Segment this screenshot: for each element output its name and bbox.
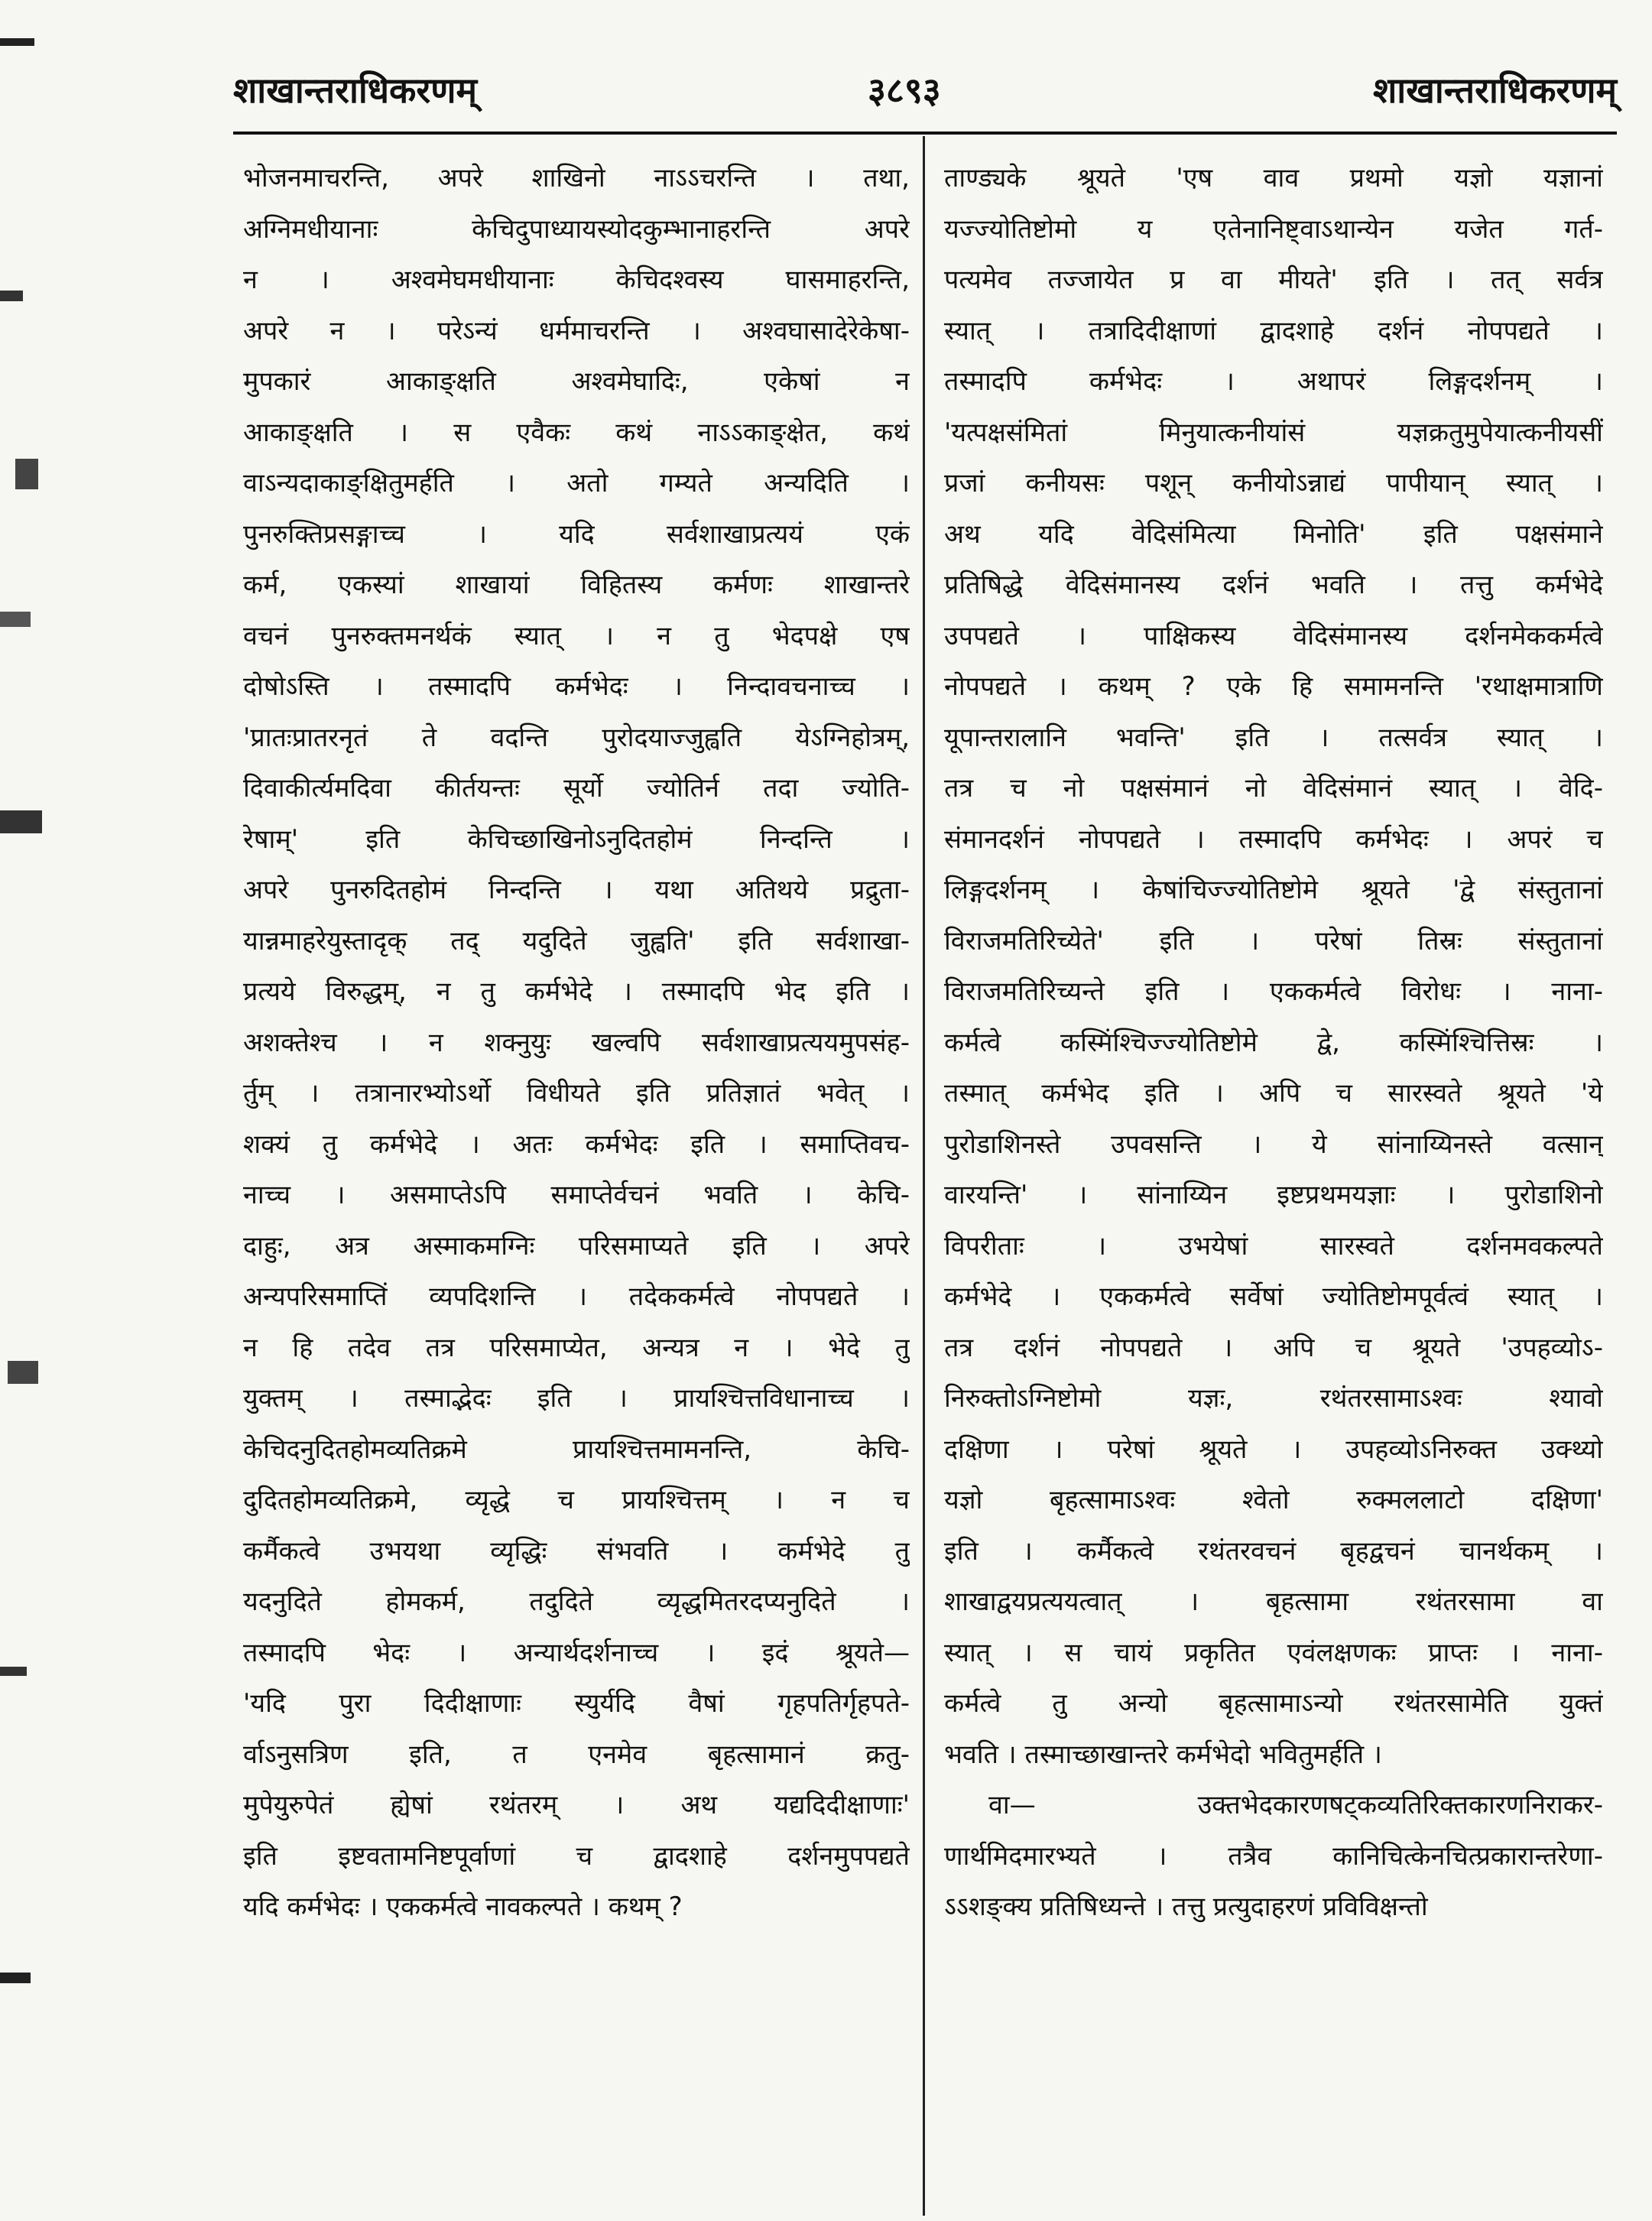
text-line: वाऽन्यदाकाङ्क्षितुमर्हति । अतो गम्यते अन्यदिति । [243, 468, 910, 498]
text-line: वचनं पुनरुक्तमनर्थकं स्यात् । न तु भेदपक्षे एष [243, 620, 910, 651]
text-line: इति । कर्मैकत्वे रथंतरवचनं बृहद्वचनं चानर्थकम् । [944, 1535, 1603, 1567]
text-line: न । अश्वमेघमधीयानाः केचिदश्वस्य घासमाहरन्ति, [243, 265, 910, 295]
text-line: पुरोडाशिनस्ते उपवसन्ति । ये सांनाय्यिनस्ते वत्सान् [944, 1128, 1603, 1160]
text-line: अन्यपरिसमाप्तिं व्यपदिशन्ति । तदेककर्मत्वे नोपपद्यते । [243, 1281, 910, 1312]
text-line: निरुक्तोऽग्निष्टोमो यज्ञः, रथंतरसामाऽश्वः श्यावो [944, 1383, 1603, 1414]
text-line: कर्मभेदे । एककर्मत्वे सर्वेषां ज्योतिष्टोमपूर्वत्वं स्यात् । [944, 1281, 1603, 1312]
page-header [233, 67, 1617, 128]
text-line: तस्मात् कर्मभेद इति । अपि च सारस्वते श्रूयते 'ये [944, 1078, 1603, 1109]
left-column [243, 153, 910, 2217]
text-line: संमानदर्शनं नोपपद्यते । तस्मादपि कर्मभेदः । अपरं च [944, 823, 1603, 855]
text-line: तस्मादपि भेदः । अन्यार्थदर्शनाच्च । इदं श्रूयते— [243, 1637, 910, 1668]
text-line: प्रजां कनीयसः पशून् कनीयोऽन्नाद्यं पापीयान् स्यात् । [944, 468, 1603, 498]
text-line: दुदितहोमव्यतिक्रमे, व्यृद्धे च प्रायश्चित्तम् । न च [243, 1485, 910, 1515]
text-line: यदनुदिते होमकर्म, तदुदिते व्यृद्धमितरदप्यनुदिते । [243, 1586, 910, 1617]
page-number: ३८९३ [868, 70, 941, 111]
text-line: यान्नमाहरेयुस्तादृक् तद् यदुदिते जुह्वति' इति सर्वशाखा- [243, 925, 910, 956]
text-line: ऽऽशङ्क्य प्रतिषिध्यन्ते । तत्तु प्रत्युदाहरणं प्रविविक्षन्तो [944, 1891, 1428, 1922]
text-line: ताण्ड्यके श्रूयते 'एष वाव प्रथमो यज्ञो यज्ञानां [944, 163, 1603, 193]
text-line: भवति । तस्माच्छाखान्तरे कर्मभेदो भवितुमर्हति । [944, 1739, 1382, 1770]
text-line: मुपेयुरुपेतं ह्येषां रथंतरम् । अथ यद्यदिदीक्षाणाः' [243, 1790, 910, 1820]
text-line: कर्मत्वे तु अन्यो बृहत्सामाऽन्यो रथंतरसामेति युक्तं [944, 1688, 1603, 1719]
text-line: 'यदि पुरा दिदीक्षाणाः स्युर्यदि वैषां गृहपतिर्गृहपते- [243, 1688, 910, 1719]
text-line: णार्थमिदमारभ्यते । तत्रैव कानिचित्केनचित्प्रकारान्तरेणा- [944, 1840, 1603, 1872]
text-line: उपपद्यते । पाक्षिकस्य वेदिसंमानस्य दर्शनमेककर्मत्वे [944, 620, 1603, 651]
text-line: अपरे न । परेऽन्यं धर्ममाचरन्ति । अश्वघासादेरेकेषा- [243, 315, 910, 346]
text-line: दाहुः, अत्र अस्माकमग्निः परिसमाप्यते इति । अपरे [243, 1230, 910, 1261]
text-line: कर्म, एकस्यां शाखायां विहितस्य कर्मणः शाखान्तरे [243, 570, 910, 600]
text-line: अथ यदि वेदिसंमित्या मिनोति' इति पक्षसंमाने [944, 518, 1603, 550]
text-line: नोपपद्यते । कथम् ? एके हि समामनन्ति 'रथाक्षमात्राणि [944, 671, 1603, 702]
text-line: दक्षिणा । परेषां श्रूयते । उपहव्योऽनिरुक्त उक्थ्यो [944, 1434, 1603, 1465]
text-line: विपरीताः । उभयेषां सारस्वते दर्शनमवकल्पते [944, 1230, 1603, 1261]
text-line: यज्ञो बृहत्सामाऽश्वः श्वेतो रुक्मललाटो दक्षिणा' [944, 1485, 1603, 1515]
text-line: कर्मत्वे कस्मिंश्चिज्ज्योतिष्टोमे द्वे, कस्मिंश्चित्तिस्रः । [944, 1027, 1603, 1058]
text-line: पुनरुक्तिप्रसङ्गाच्च । यदि सर्वशाखाप्रत्ययं एकं [243, 518, 910, 550]
header-rule [233, 132, 1617, 135]
text-line: यूपान्तरालानि भवन्ति' इति । तत्सर्वत्र स्यात् । [944, 722, 1603, 753]
text-line: दोषोऽस्ति । तस्मादपि कर्मभेदः । निन्दावचनाच्च । [243, 671, 910, 702]
text-line: तत्र च नो पक्षसंमानं नो वेदिसंमानं स्यात् । वेदि- [944, 773, 1603, 804]
column-divider [923, 136, 925, 2216]
text-line: प्रत्यये विरुद्धम्, न तु कर्मभेदे । तस्मादपि भेद इति । [243, 976, 910, 1007]
text-line: तस्मादपि कर्मभेदः । अथापरं लिङ्गदर्शनम् । [944, 366, 1603, 397]
text-line: वारयन्ति' । सांनाय्यिन इष्टप्रथमयज्ञाः । पुरोडाशिनो [944, 1180, 1603, 1210]
text-line: पत्यमेव तज्जायेत प्र वा मीयते' इति । तत् सर्वत्र [944, 265, 1603, 295]
text-line: र्वाऽनुसत्रिण इति, त एनमेव बृहत्सामानं क्रतु- [243, 1739, 910, 1770]
text-line: र्तुम् । तत्रानारभ्योऽर्थो विधीयते इति प्रतिज्ञातं भवेत् । [243, 1078, 910, 1109]
text-line: शक्यं तु कर्मभेदे । अतः कर्मभेदः इति । समाप्तिवच- [243, 1128, 910, 1160]
text-line: विराजमतिरिच्येते' इति । परेषां तिस्रः संस्तुतानां [944, 925, 1603, 956]
text-line: 'यत्पक्षसंमितां मिनुयात्कनीयांसं यज्ञक्रतुमुपेयात्कनीयसीं [944, 417, 1603, 448]
text-line: कर्मैकत्वे उभयथा व्यृद्धिः संभवति । कर्मभेदे तु [243, 1535, 910, 1567]
text-line: आकाङ्क्षति । स एवैकः कथं नाऽऽकाङ्क्षेत, कथं [243, 417, 910, 448]
text-line: इति इष्टवतामनिष्टपूर्वाणां च द्वादशाहे दर्शनमुपपद्यते [243, 1840, 910, 1872]
text-line: अपरे पुनरुदितहोमं निन्दन्ति । यथा अतिथये प्रद्रुता- [243, 875, 910, 905]
text-line: नाच्च । असमाप्तेऽपि समाप्तेर्वचनं भवति । केचि- [243, 1180, 910, 1210]
text-line: युक्तम् । तस्माद्भेदः इति । प्रायश्चित्तविधानाच्च । [243, 1383, 910, 1414]
text-line: न हि तदेव तत्र परिसमाप्येत, अन्यत्र न । भेदे तु [243, 1332, 910, 1363]
text-line: अग्निमधीयानाः केचिदुपाध्यायस्योदकुम्भानाहरन्ति अपरे [243, 213, 910, 245]
text-line: प्रतिषिद्धे वेदिसंमानस्य दर्शनं भवति । तत्तु कर्मभेदे [944, 570, 1603, 600]
text-line: केचिदनुदितहोमव्यतिक्रमे प्रायश्चित्तमामनन्ति, केचि- [243, 1434, 910, 1465]
text-line: यज्ज्योतिष्टोमो य एतेनानिष्ट्वाऽथान्येन यजेत गर्त- [944, 213, 1603, 245]
running-title-left: शाखान्तराधिकरणम् [233, 70, 477, 111]
text-line: लिङ्गदर्शनम् । केषांचिज्ज्योतिष्टोमे श्रूयते 'द्वे संस्तुतानां [944, 875, 1603, 905]
text-line: मुपकारं आकाङ्क्षति अश्वमेघादिः, एकेषां न [243, 366, 910, 397]
text-line: तत्र दर्शनं नोपपद्यते । अपि च श्रूयते 'उपहव्योऽ- [944, 1332, 1603, 1363]
text-line: स्यात् । तत्रादिदीक्षाणां द्वादशाहे दर्शनं नोपपद्यते । [944, 315, 1603, 346]
text-line: स्यात् । स चायं प्रकृतित एवंलक्षणकः प्राप्तः । नाना- [944, 1637, 1603, 1668]
text-line: भोजनमाचरन्ति, अपरे शाखिनो नाऽऽचरन्ति । तथा, [243, 163, 910, 193]
running-title-right: शाखान्तराधिकरणम् [1373, 70, 1617, 111]
text-line: 'प्रातःप्रातरनृतं ते वदन्ति पुरोदयाज्जुह्वति येऽग्निहोत्रम्, [243, 722, 910, 753]
text-line: विराजमतिरिच्यन्ते इति । एककर्मत्वे विरोधः । नाना- [944, 976, 1603, 1007]
text-line: यदि कर्मभेदः । एककर्मत्वे नावकल्पते । कथम् ? [243, 1891, 683, 1922]
text-line: दिवाकीर्त्यमदिवा कीर्तयन्तः सूर्यो ज्योतिर्न तदा ज्योति- [243, 773, 910, 804]
text-line: वा— उक्तभेदकारणषट्कव्यतिरिक्तकारणनिराकर- [988, 1790, 1603, 1820]
scan-margin-artifacts [0, 0, 54, 2221]
text-line: शाखाद्वयप्रत्ययत्वात् । बृहत्सामा रथंतरसामा वा [944, 1586, 1603, 1617]
text-line: अशक्तेश्च । न शक्नुयुः खल्वपि सर्वशाखाप्रत्ययमुपसंह- [243, 1027, 910, 1058]
right-column [944, 153, 1603, 2217]
text-line: रेषाम्' इति केचिच्छाखिनोऽनुदितहोमं निन्दन्ति । [243, 823, 910, 855]
